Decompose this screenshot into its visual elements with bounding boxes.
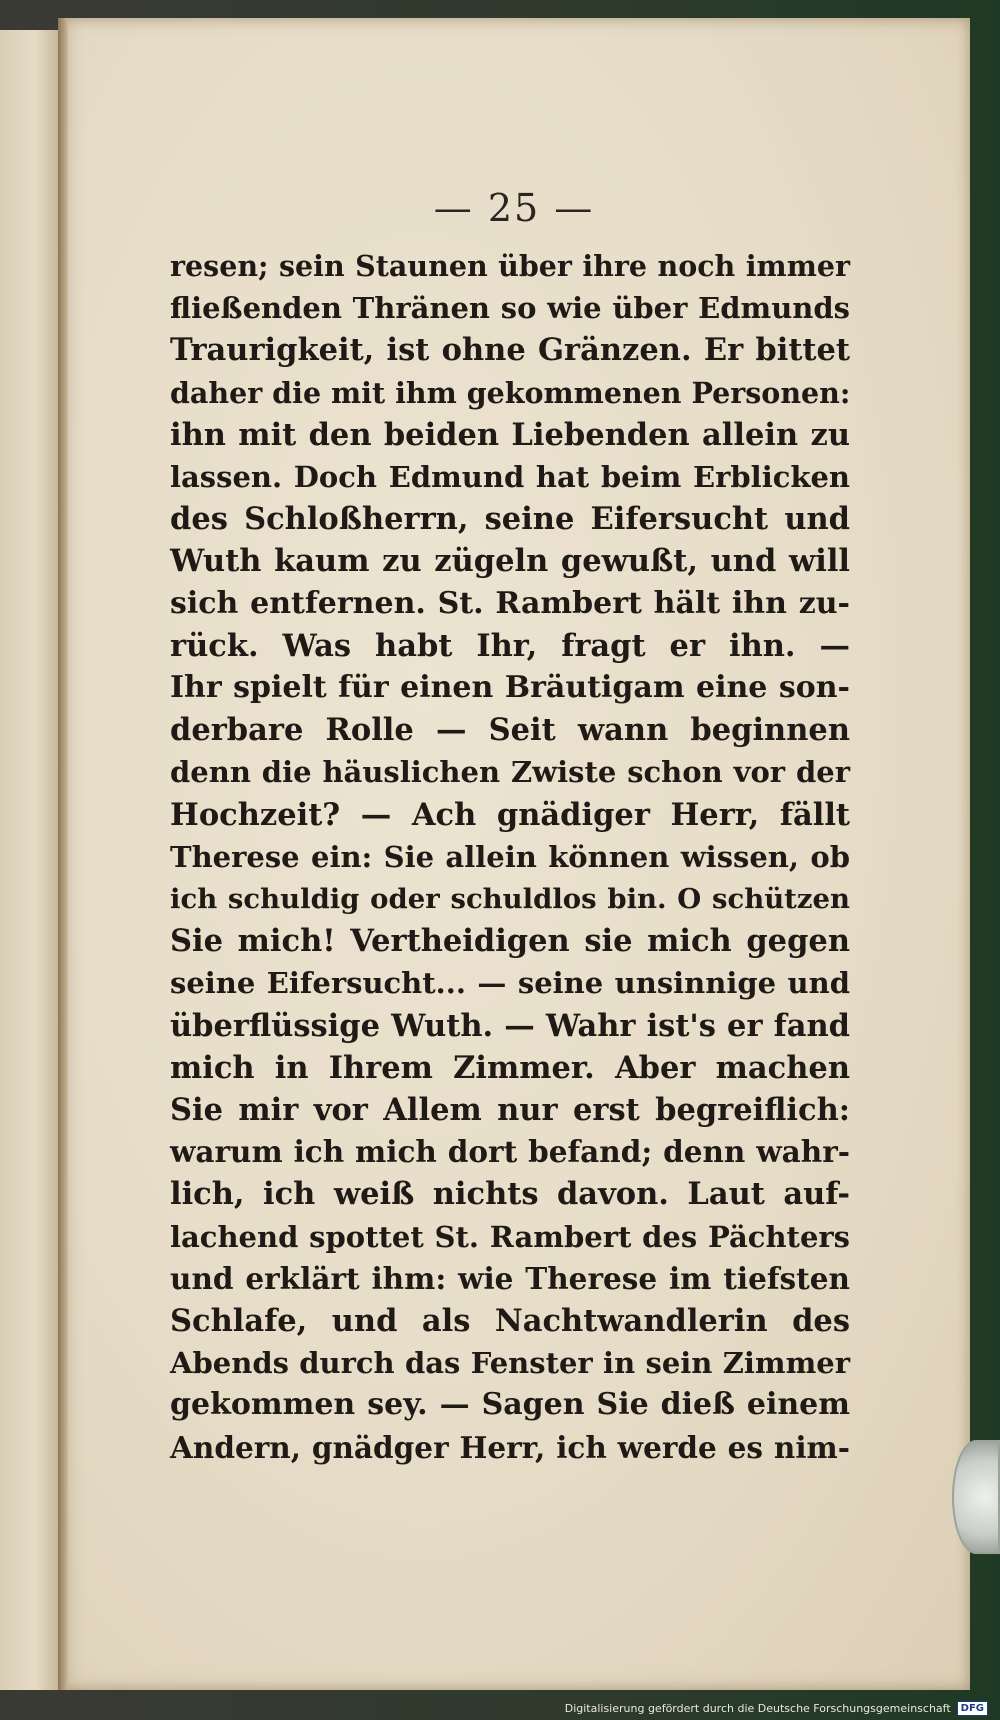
text-line: Ihr spielt für einen Bräutigam eine son- bbox=[170, 670, 850, 706]
text-line: resen; sein Staunen über ihre noch immer bbox=[170, 249, 850, 283]
text-line: lachend spottet St. Rambert des Pächters bbox=[170, 1219, 850, 1254]
text-line: ihn mit den beiden Liebenden allein zu bbox=[170, 416, 850, 453]
text-line: denn die häuslichen Zwiste schon vor der bbox=[170, 755, 850, 790]
left-page-edge bbox=[0, 30, 61, 1690]
text-line: gekommen sey. — Sagen Sie dieß einem bbox=[170, 1387, 850, 1423]
dfg-logo-icon: DFG bbox=[957, 1701, 988, 1716]
text-line: derbare Rolle — Seit wann beginnen bbox=[170, 712, 850, 749]
text-line: ich schuldig oder schuldlos bin. O schützen bbox=[170, 883, 850, 916]
page-text bbox=[170, 245, 850, 1469]
text-line: Hochzeit? — Ach gnädiger Herr, fällt bbox=[170, 796, 850, 833]
text-line: lich, ich weiß nichts davon. Laut auf- bbox=[170, 1176, 850, 1213]
text-line: und erklärt ihm: wie Therese im tiefsten bbox=[170, 1260, 850, 1296]
text-line: warum ich mich dort befand; denn wahr- bbox=[170, 1134, 850, 1170]
text-line: Sie mir vor Allem nur erst begreiflich: bbox=[170, 1092, 850, 1129]
text-line: Abends durch das Fenster in sein Zimmer bbox=[170, 1346, 850, 1381]
credit-text: Digitalisierung gefördert durch die Deutsche Forschungsgemeinschaft bbox=[564, 1702, 951, 1715]
text-line: Traurigkeit, ist ohne Gränzen. Er bittet bbox=[170, 332, 850, 369]
text-line: seine Eifersucht... — seine unsinnige und bbox=[170, 966, 850, 1001]
text-line: des Schloßherrn, seine Eifersucht und bbox=[170, 501, 850, 538]
text-line: mich in Ihrem Zimmer. Aber machen bbox=[170, 1049, 850, 1086]
page-gutter bbox=[58, 18, 68, 1690]
text-line: überflüssige Wuth. — Wahr ist's er fand bbox=[170, 1007, 850, 1044]
page-number: — 25 — bbox=[433, 186, 595, 230]
library-stamp-icon bbox=[952, 1440, 1000, 1554]
text-line: lassen. Doch Edmund hat beim Erblicken bbox=[170, 460, 850, 495]
text-line: Andern, gnädger Herr, ich werde es nim- bbox=[170, 1429, 850, 1465]
text-line: rück. Was habt Ihr, fragt er ihn. — bbox=[170, 627, 850, 664]
text-line: sich entfernen. St. Rambert hält ihn zu- bbox=[170, 585, 850, 621]
text-line: daher die mit ihm gekommenen Personen: bbox=[170, 375, 851, 410]
text-line: Schlafe, und als Nachtwandlerin des bbox=[170, 1303, 850, 1340]
text-line: Wuth kaum zu zügeln gewußt, und will bbox=[170, 543, 850, 580]
text-line: Therese ein: Sie allein können wissen, ob bbox=[170, 839, 850, 874]
text-line: fließenden Thränen so wie über Edmunds bbox=[170, 291, 850, 326]
digitization-credit bbox=[565, 1701, 988, 1716]
text-line: Sie mich! Vertheidigen sie mich gegen bbox=[170, 923, 850, 960]
